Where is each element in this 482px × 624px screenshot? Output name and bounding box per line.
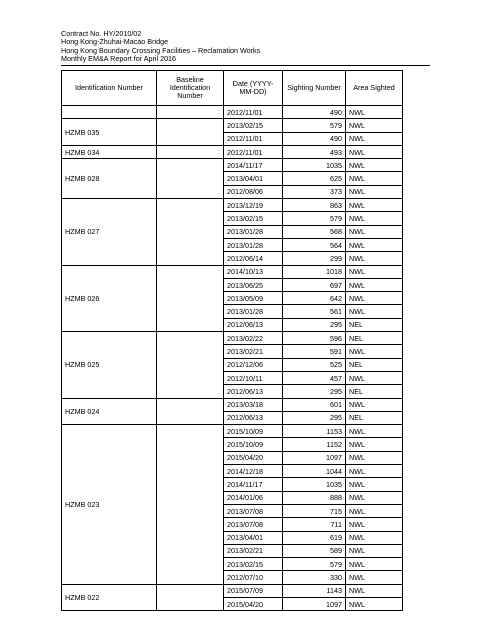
date-cell: 2013/12/19 xyxy=(224,199,283,212)
table-row xyxy=(62,265,403,278)
date-cell: 2015/10/09 xyxy=(224,438,283,451)
baseline-cell xyxy=(157,106,224,119)
baseline-cell xyxy=(157,119,224,146)
identification-cell: HZMB 034 xyxy=(62,145,157,158)
area-cell: NEL xyxy=(346,332,403,345)
contract-number: Contract No. HY/2010/02 xyxy=(61,29,142,38)
date-cell: 2013/01/28 xyxy=(224,305,283,318)
sightings-table xyxy=(61,70,403,611)
date-cell: 2014/11/17 xyxy=(224,478,283,491)
sighting-cell: 525 xyxy=(283,358,346,371)
area-cell: NWL xyxy=(346,597,403,610)
document-header xyxy=(61,30,260,64)
baseline-cell xyxy=(157,199,224,265)
date-cell: 2013/03/18 xyxy=(224,398,283,411)
sighting-cell: 579 xyxy=(283,212,346,225)
baseline-cell xyxy=(157,332,224,398)
area-cell: NWL xyxy=(346,345,403,358)
area-cell: NWL xyxy=(346,185,403,198)
table-row xyxy=(62,398,403,411)
area-cell: NWL xyxy=(346,584,403,597)
sighting-cell: 1097 xyxy=(283,597,346,610)
date-cell: 2013/01/28 xyxy=(224,238,283,251)
table-row xyxy=(62,199,403,212)
area-cell: NWL xyxy=(346,252,403,265)
table-row xyxy=(62,584,403,597)
sighting-cell: 490 xyxy=(283,106,346,119)
identification-cell: HZMB 026 xyxy=(62,265,157,331)
col-header-baseline: Baseline Identification Number xyxy=(157,71,224,106)
date-cell: 2013/07/08 xyxy=(224,518,283,531)
area-cell: NWL xyxy=(346,558,403,571)
area-cell: NWL xyxy=(346,438,403,451)
sighting-cell: 1152 xyxy=(283,438,346,451)
project-name: Hong Kong-Zhuhai-Macao Bridge xyxy=(61,37,169,47)
area-cell: NWL xyxy=(346,145,403,158)
date-cell: 2012/06/13 xyxy=(224,411,283,424)
date-cell: 2014/11/17 xyxy=(224,159,283,172)
sighting-cell: 697 xyxy=(283,278,346,291)
identification-cell: HZMB 022 xyxy=(62,584,157,611)
table-row xyxy=(62,332,403,345)
sighting-cell: 299 xyxy=(283,252,346,265)
area-cell: NWL xyxy=(346,398,403,411)
date-cell: 2014/10/13 xyxy=(224,265,283,278)
area-cell: NWL xyxy=(346,544,403,557)
date-cell: 2013/02/21 xyxy=(224,345,283,358)
sighting-cell: 591 xyxy=(283,345,346,358)
sighting-cell: 711 xyxy=(283,518,346,531)
date-cell: 2015/04/20 xyxy=(224,451,283,464)
area-cell: NWL xyxy=(346,278,403,291)
area-cell: NEL xyxy=(346,385,403,398)
area-cell: NWL xyxy=(346,172,403,185)
date-cell: 2013/05/09 xyxy=(224,292,283,305)
area-cell: NWL xyxy=(346,371,403,384)
col-header-date: Date (YYYY-MM-DD) xyxy=(224,71,283,106)
sighting-cell: 625 xyxy=(283,172,346,185)
date-cell: 2013/07/08 xyxy=(224,504,283,517)
area-cell: NWL xyxy=(346,212,403,225)
sighting-cell: 579 xyxy=(283,558,346,571)
date-cell: 2014/01/06 xyxy=(224,491,283,504)
baseline-cell xyxy=(157,265,224,331)
area-cell: NWL xyxy=(346,199,403,212)
area-cell: NWL xyxy=(346,305,403,318)
baseline-cell xyxy=(157,398,224,425)
sighting-cell: 715 xyxy=(283,504,346,517)
sighting-cell: 1143 xyxy=(283,584,346,597)
sighting-cell: 1044 xyxy=(283,465,346,478)
identification-cell: HZMB 024 xyxy=(62,398,157,425)
sighting-cell: 888 xyxy=(283,491,346,504)
date-cell: 2012/06/13 xyxy=(224,385,283,398)
area-cell: NWL xyxy=(346,531,403,544)
area-cell: NWL xyxy=(346,465,403,478)
report-title: Monthly EM&A Report for April 2016 xyxy=(61,54,177,64)
date-cell: 2015/10/09 xyxy=(224,425,283,438)
table-row xyxy=(62,119,403,132)
date-cell: 2012/11/01 xyxy=(224,106,283,119)
date-cell: 2012/06/13 xyxy=(224,318,283,331)
sighting-cell: 1153 xyxy=(283,425,346,438)
baseline-cell xyxy=(157,584,224,611)
sighting-cell: 1035 xyxy=(283,159,346,172)
area-cell: NWL xyxy=(346,478,403,491)
sighting-cell: 619 xyxy=(283,531,346,544)
identification-cell: HZMB 035 xyxy=(62,119,157,146)
area-cell: NEL xyxy=(346,318,403,331)
date-cell: 2013/02/15 xyxy=(224,119,283,132)
area-cell: NWL xyxy=(346,132,403,145)
area-cell: NWL xyxy=(346,159,403,172)
col-header-identification: Identification Number xyxy=(62,71,157,106)
date-cell: 2012/12/06 xyxy=(224,358,283,371)
area-cell: NWL xyxy=(346,425,403,438)
area-cell: NWL xyxy=(346,451,403,464)
sighting-cell: 568 xyxy=(283,225,346,238)
identification-cell: HZMB 025 xyxy=(62,332,157,398)
area-cell: NWL xyxy=(346,292,403,305)
sighting-cell: 1018 xyxy=(283,265,346,278)
baseline-cell xyxy=(157,159,224,199)
table-row xyxy=(62,145,403,158)
date-cell: 2013/04/01 xyxy=(224,531,283,544)
col-header-sighting: Sighting Number xyxy=(283,71,346,106)
date-cell: 2012/10/11 xyxy=(224,371,283,384)
date-cell: 2013/02/22 xyxy=(224,332,283,345)
sighting-cell: 373 xyxy=(283,185,346,198)
area-cell: NWL xyxy=(346,571,403,584)
sighting-cell: 596 xyxy=(283,332,346,345)
header-divider xyxy=(61,65,430,66)
sighting-cell: 295 xyxy=(283,385,346,398)
identification-cell: HZMB 023 xyxy=(62,425,157,585)
sighting-cell: 863 xyxy=(283,199,346,212)
date-cell: 2012/07/10 xyxy=(224,571,283,584)
sighting-cell: 642 xyxy=(283,292,346,305)
area-cell: NWL xyxy=(346,238,403,251)
area-cell: NWL xyxy=(346,119,403,132)
sighting-cell: 295 xyxy=(283,318,346,331)
sighting-cell: 579 xyxy=(283,119,346,132)
date-cell: 2014/12/18 xyxy=(224,465,283,478)
sighting-cell: 330 xyxy=(283,571,346,584)
date-cell: 2015/07/09 xyxy=(224,584,283,597)
date-cell: 2012/11/01 xyxy=(224,132,283,145)
date-cell: 2015/04/20 xyxy=(224,597,283,610)
identification-cell: HZMB 027 xyxy=(62,199,157,265)
area-cell: NEL xyxy=(346,411,403,424)
table-row xyxy=(62,159,403,172)
identification-cell: HZMB 028 xyxy=(62,159,157,199)
sighting-cell: 1035 xyxy=(283,478,346,491)
area-cell: NWL xyxy=(346,225,403,238)
sighting-cell: 564 xyxy=(283,238,346,251)
area-cell: NWL xyxy=(346,106,403,119)
date-cell: 2013/02/21 xyxy=(224,544,283,557)
date-cell: 2012/08/06 xyxy=(224,185,283,198)
table-row xyxy=(62,425,403,438)
date-cell: 2012/06/14 xyxy=(224,252,283,265)
baseline-cell xyxy=(157,145,224,158)
sighting-cell: 295 xyxy=(283,411,346,424)
sighting-cell: 561 xyxy=(283,305,346,318)
baseline-cell xyxy=(157,425,224,585)
sighting-cell: 1097 xyxy=(283,451,346,464)
works-name: Hong Kong Boundary Crossing Facilities – Reclamation Works xyxy=(61,45,261,55)
sighting-cell: 589 xyxy=(283,544,346,557)
date-cell: 2012/11/01 xyxy=(224,145,283,158)
table-header-row xyxy=(62,71,403,106)
area-cell: NWL xyxy=(346,265,403,278)
sighting-cell: 457 xyxy=(283,371,346,384)
sighting-cell: 490 xyxy=(283,132,346,145)
table-row xyxy=(62,106,403,119)
area-cell: NEL xyxy=(346,358,403,371)
area-cell: NWL xyxy=(346,518,403,531)
date-cell: 2013/02/15 xyxy=(224,558,283,571)
identification-cell xyxy=(62,106,157,119)
date-cell: 2013/06/25 xyxy=(224,278,283,291)
area-cell: NWL xyxy=(346,504,403,517)
date-cell: 2013/02/15 xyxy=(224,212,283,225)
area-cell: NWL xyxy=(346,491,403,504)
sighting-cell: 601 xyxy=(283,398,346,411)
date-cell: 2013/04/01 xyxy=(224,172,283,185)
date-cell: 2013/01/28 xyxy=(224,225,283,238)
col-header-area: Area Sighted xyxy=(346,71,403,106)
sighting-cell: 493 xyxy=(283,145,346,158)
